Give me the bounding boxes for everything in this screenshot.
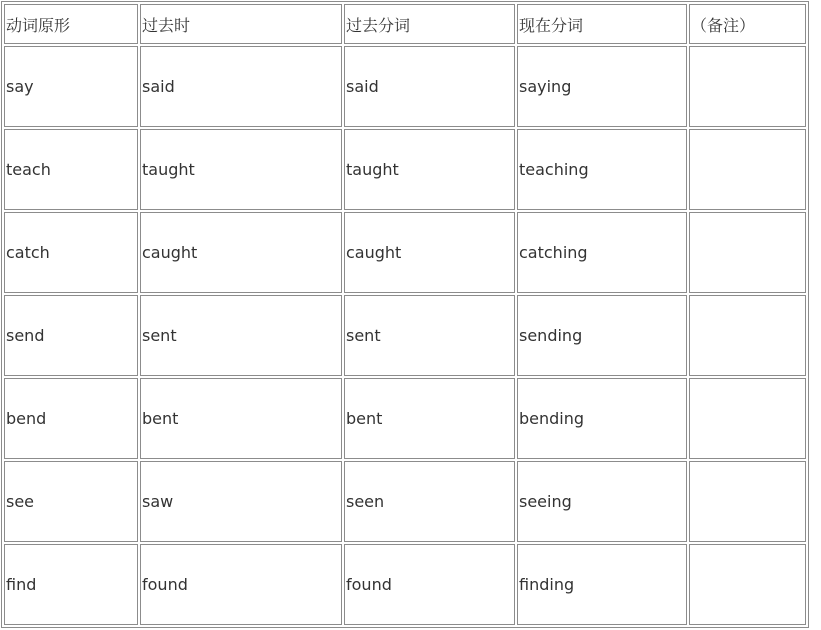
cell-past-tense: saw <box>140 461 342 542</box>
cell-present-participle: sending <box>517 295 687 376</box>
header-base-form: 动词原形 <box>4 4 138 44</box>
cell-base-form: see <box>4 461 138 542</box>
cell-past-tense: taught <box>140 129 342 210</box>
cell-past-participle: taught <box>344 129 515 210</box>
cell-past-participle: said <box>344 46 515 127</box>
cell-past-tense: sent <box>140 295 342 376</box>
table-row <box>4 46 806 127</box>
cell-present-participle: seeing <box>517 461 687 542</box>
cell-notes <box>689 378 806 459</box>
table-row <box>4 378 806 459</box>
cell-past-tense: caught <box>140 212 342 293</box>
table-row <box>4 129 806 210</box>
header-past-participle: 过去分词 <box>344 4 515 44</box>
table-row <box>4 544 806 625</box>
cell-present-participle: catching <box>517 212 687 293</box>
cell-base-form: catch <box>4 212 138 293</box>
header-past-tense: 过去时 <box>140 4 342 44</box>
cell-past-tense: said <box>140 46 342 127</box>
cell-past-participle: bent <box>344 378 515 459</box>
cell-notes <box>689 129 806 210</box>
cell-present-participle: finding <box>517 544 687 625</box>
verb-forms-table <box>1 1 809 628</box>
header-present-participle: 现在分词 <box>517 4 687 44</box>
cell-past-participle: sent <box>344 295 515 376</box>
cell-past-participle: found <box>344 544 515 625</box>
cell-past-tense: found <box>140 544 342 625</box>
cell-present-participle: teaching <box>517 129 687 210</box>
cell-notes <box>689 461 806 542</box>
table-row <box>4 295 806 376</box>
cell-notes <box>689 544 806 625</box>
table-header-row <box>4 4 806 44</box>
cell-base-form: say <box>4 46 138 127</box>
cell-past-tense: bent <box>140 378 342 459</box>
table-row <box>4 212 806 293</box>
cell-notes <box>689 46 806 127</box>
cell-base-form: find <box>4 544 138 625</box>
cell-base-form: bend <box>4 378 138 459</box>
cell-past-participle: caught <box>344 212 515 293</box>
cell-present-participle: saying <box>517 46 687 127</box>
cell-present-participle: bending <box>517 378 687 459</box>
table-row <box>4 461 806 542</box>
cell-base-form: send <box>4 295 138 376</box>
cell-notes <box>689 295 806 376</box>
cell-notes <box>689 212 806 293</box>
header-notes: （备注） <box>689 4 806 44</box>
cell-base-form: teach <box>4 129 138 210</box>
cell-past-participle: seen <box>344 461 515 542</box>
